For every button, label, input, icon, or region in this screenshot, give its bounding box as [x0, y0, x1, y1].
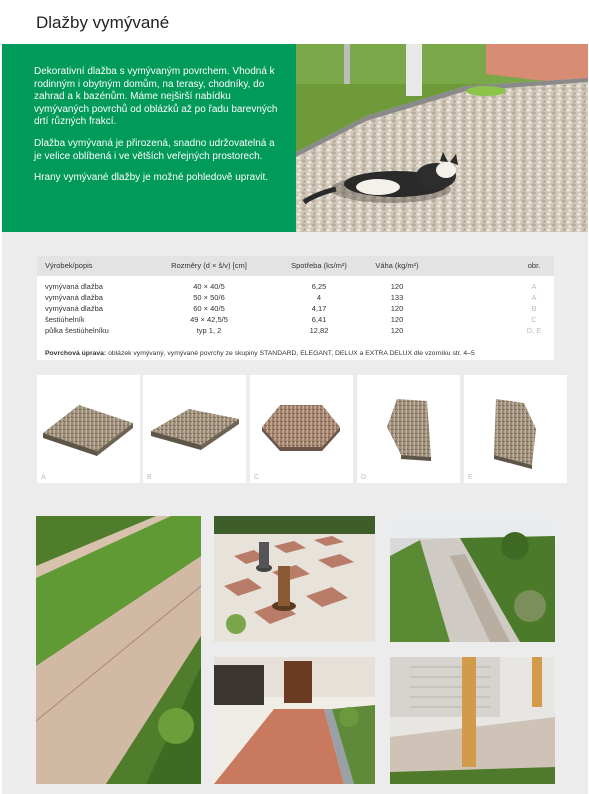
header-image: obr. [527, 261, 541, 270]
cell-dimensions: 49 × 42,5/5 [190, 315, 228, 324]
cell-product: vymývaná dlažba [45, 282, 103, 291]
intro-paragraph-1: Dekorativní dlažba s vymývaným povrchem. Vhodná k rodinným i obytným domům, na terasy, chodníky, do zahrad a k bazénům. Máme nejširší nabídku vymývaných povrchů od oblázků až po řadu barevných drtí různých frakcí. [34, 66, 278, 128]
cell-weight: 120 [390, 282, 404, 291]
cell-product: vymývaná dlažba [45, 304, 103, 313]
product-image-square [37, 375, 140, 483]
product-card-b [143, 375, 246, 483]
table-row [37, 314, 554, 325]
table-row [37, 292, 554, 303]
product-card-e [464, 375, 567, 483]
header-weight: Váha (kg/m²) [375, 261, 419, 270]
photo-chess-patio [214, 516, 375, 642]
cell-image: C [531, 315, 537, 324]
product-card-d [357, 375, 460, 483]
product-letter: D [361, 474, 367, 481]
product-image-half-hexagon-1 [357, 375, 460, 483]
product-images [37, 375, 567, 483]
cell-product: vymývaná dlažba [45, 293, 103, 302]
intro-text-panel [2, 44, 296, 232]
product-letter: C [254, 474, 260, 481]
cell-product: půlka šestiúhelníku [45, 326, 109, 335]
cell-dimensions: 40 × 40/5 [193, 282, 225, 291]
cell-weight: 120 [390, 304, 404, 313]
surface-note [45, 350, 475, 357]
cell-consumption: 6,25 [311, 282, 327, 291]
header-dimensions: Rozměry (d × š/v) [cm] [171, 261, 247, 270]
photo-garden-path [36, 516, 201, 784]
cell-weight: 120 [390, 315, 404, 324]
cell-image: A [531, 282, 537, 291]
table-row [37, 281, 554, 292]
product-image-half-hexagon-2 [464, 375, 567, 483]
product-card-c [250, 375, 353, 483]
cell-image: D, E [526, 326, 542, 335]
surface-note-text: oblázek vymývaný, vymývané povrchy ze skupiny STANDARD, ELEGANT, DELUX a EXTRA DELUX dle vzorníku str. 4–5 [108, 350, 475, 357]
photo-side-path [390, 516, 555, 642]
cell-weight: 120 [390, 326, 404, 335]
cell-dimensions: 60 × 40/5 [193, 304, 225, 313]
product-image-rectangle [143, 375, 246, 483]
photo-pergola-terrace [390, 657, 555, 784]
cell-product: šestiúhelník [45, 315, 85, 324]
cell-dimensions: typ 1, 2 [196, 326, 222, 335]
product-image-hexagon [250, 375, 353, 483]
page-title: Dlažby vymývané [36, 13, 170, 32]
cell-consumption: 4,17 [311, 304, 327, 313]
cell-dimensions: 50 × 50/6 [193, 293, 225, 302]
intro-paragraph-2: Dlažba vymývaná je přirozená, snadno udržovatelná a je velice oblíbená i ve větších veřejných prostorech. [34, 137, 275, 162]
intro-paragraph-3: Hrany vymývané dlažby je možné pohledově upravit. [34, 172, 269, 184]
photo-red-entrance-path [214, 657, 375, 784]
cell-weight: 133 [390, 293, 404, 302]
intro-section [2, 44, 588, 232]
table-row [37, 303, 554, 314]
cell-image: B [531, 304, 537, 313]
cell-image: A [531, 293, 537, 302]
product-card-a [37, 375, 140, 483]
product-letter: B [147, 474, 152, 481]
table-header [37, 256, 554, 276]
product-table [37, 256, 554, 360]
cell-consumption: 4 [316, 293, 322, 302]
hero-photo-cat-on-pebbles [296, 44, 588, 232]
surface-note-label: Povrchová úprava: [45, 350, 107, 357]
cell-consumption: 6,41 [311, 315, 327, 324]
cell-consumption: 12,82 [309, 326, 329, 335]
header-consumption: Spotřeba (ks/m²) [291, 261, 347, 270]
product-letter: E [468, 474, 473, 481]
table-row [37, 325, 554, 336]
product-letter: A [41, 474, 46, 481]
header-product: Výrobek/popis [45, 261, 93, 270]
